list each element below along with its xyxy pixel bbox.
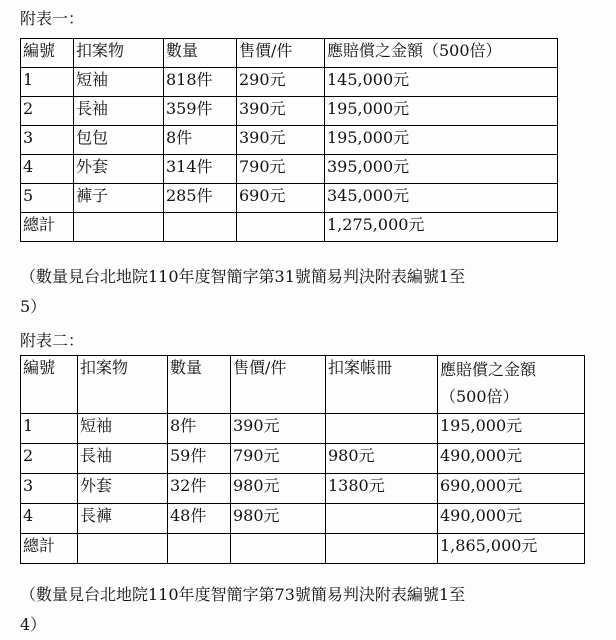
table2-header-ledger: 扣案帳冊: [326, 356, 438, 414]
table-cell: [326, 414, 438, 444]
table-cell: 4: [21, 155, 74, 184]
table-cell: 195,000元: [325, 97, 558, 126]
table-cell: 3: [21, 474, 78, 504]
table1-note: [20, 262, 616, 322]
table-cell: 390元: [237, 97, 325, 126]
table2-total-value: 1,865,000元: [438, 534, 585, 564]
table-cell: 818件: [164, 68, 237, 97]
table-cell: 短袖: [74, 68, 164, 97]
table-cell: [78, 534, 168, 564]
table-cell: 長褲: [78, 504, 168, 534]
table2-note-line1: （數量見台北地院110年度智簡字第73號簡易判決附表編號1至: [20, 585, 466, 604]
table1-header-amount: 應賠償之金額（500倍）: [325, 39, 558, 68]
table1-total-value: 1,275,000元: [325, 213, 558, 242]
table2-header-amount-line2: （500倍）: [440, 387, 519, 406]
table1-note-line1: （數量見台北地院110年度智簡字第31號簡易判決附表編號1至: [20, 267, 466, 286]
table-cell: 長袖: [78, 444, 168, 474]
table-cell: 1: [21, 414, 78, 444]
table-row: [21, 414, 585, 444]
table-cell: 包包: [74, 126, 164, 155]
table-cell: 3: [21, 126, 74, 155]
table-cell: 長袖: [74, 97, 164, 126]
table1-header-id: 編號: [21, 39, 74, 68]
table1-header-row: [21, 39, 558, 68]
table-cell: 395,000元: [325, 155, 558, 184]
table-cell: 8件: [164, 126, 237, 155]
table2-header-amount: [438, 356, 585, 414]
table1-header-price: 售價/件: [237, 39, 325, 68]
table-row: [21, 474, 585, 504]
table2-header-amount-line1: 應賠償之金額: [440, 360, 537, 379]
table-row: [21, 504, 585, 534]
table-cell: 390元: [231, 414, 326, 444]
table-cell: 145,000元: [325, 68, 558, 97]
table-cell: 359件: [164, 97, 237, 126]
table-row: [21, 155, 558, 184]
table-cell: 345,000元: [325, 184, 558, 213]
table2-header-id: 編號: [21, 356, 78, 414]
table2: [20, 355, 585, 564]
table-cell: [237, 213, 325, 242]
table-cell: [326, 504, 438, 534]
table-cell: 195,000元: [438, 414, 585, 444]
table-cell: 290元: [237, 68, 325, 97]
table-cell: [326, 534, 438, 564]
table-row: [21, 126, 558, 155]
table-cell: 48件: [168, 504, 231, 534]
table-cell: [231, 534, 326, 564]
table-cell: 980元: [231, 504, 326, 534]
table2-header-item: 扣案物: [78, 356, 168, 414]
table-cell: 490,000元: [438, 504, 585, 534]
table-cell: 59件: [168, 444, 231, 474]
table-cell: 1380元: [326, 474, 438, 504]
table-cell: 外套: [78, 474, 168, 504]
table1-total-label: 總計: [21, 213, 74, 242]
table-cell: 390元: [237, 126, 325, 155]
table-row: [21, 68, 558, 97]
table2-note-line2: 4）: [20, 615, 47, 634]
table1-heading: 附表一：: [20, 9, 85, 28]
table-cell: 285件: [164, 184, 237, 213]
table-cell: [74, 213, 164, 242]
table-cell: 短袖: [78, 414, 168, 444]
table2-heading: 附表二：: [20, 331, 85, 350]
table-cell: [168, 534, 231, 564]
table2-total-label: 總計: [21, 534, 78, 564]
table-cell: 2: [21, 97, 74, 126]
table1-total-row: [21, 213, 558, 242]
table2-header-qty: 數量: [168, 356, 231, 414]
table1-header-item: 扣案物: [74, 39, 164, 68]
table-cell: 2: [21, 444, 78, 474]
table-cell: 790元: [231, 444, 326, 474]
table-cell: 314件: [164, 155, 237, 184]
table-cell: [164, 213, 237, 242]
table-row: [21, 97, 558, 126]
table-cell: 690元: [237, 184, 325, 213]
table-row: [21, 444, 585, 474]
table-cell: 褲子: [74, 184, 164, 213]
table-cell: 790元: [237, 155, 325, 184]
table-cell: 195,000元: [325, 126, 558, 155]
table-row: [21, 184, 558, 213]
table1: [20, 38, 558, 242]
table-cell: 32件: [168, 474, 231, 504]
table1-note-line2: 5）: [20, 297, 47, 316]
table2-total-row: [21, 534, 585, 564]
table2-note: [20, 580, 616, 640]
table1-header-qty: 數量: [164, 39, 237, 68]
table-cell: 4: [21, 504, 78, 534]
table-cell: 980元: [231, 474, 326, 504]
table-cell: 5: [21, 184, 74, 213]
table2-header-price: 售價/件: [231, 356, 326, 414]
table-cell: 690,000元: [438, 474, 585, 504]
table-cell: 1: [21, 68, 74, 97]
table-cell: 8件: [168, 414, 231, 444]
table2-header-row: [21, 356, 585, 414]
table-cell: 外套: [74, 155, 164, 184]
table-cell: 980元: [326, 444, 438, 474]
table-cell: 490,000元: [438, 444, 585, 474]
